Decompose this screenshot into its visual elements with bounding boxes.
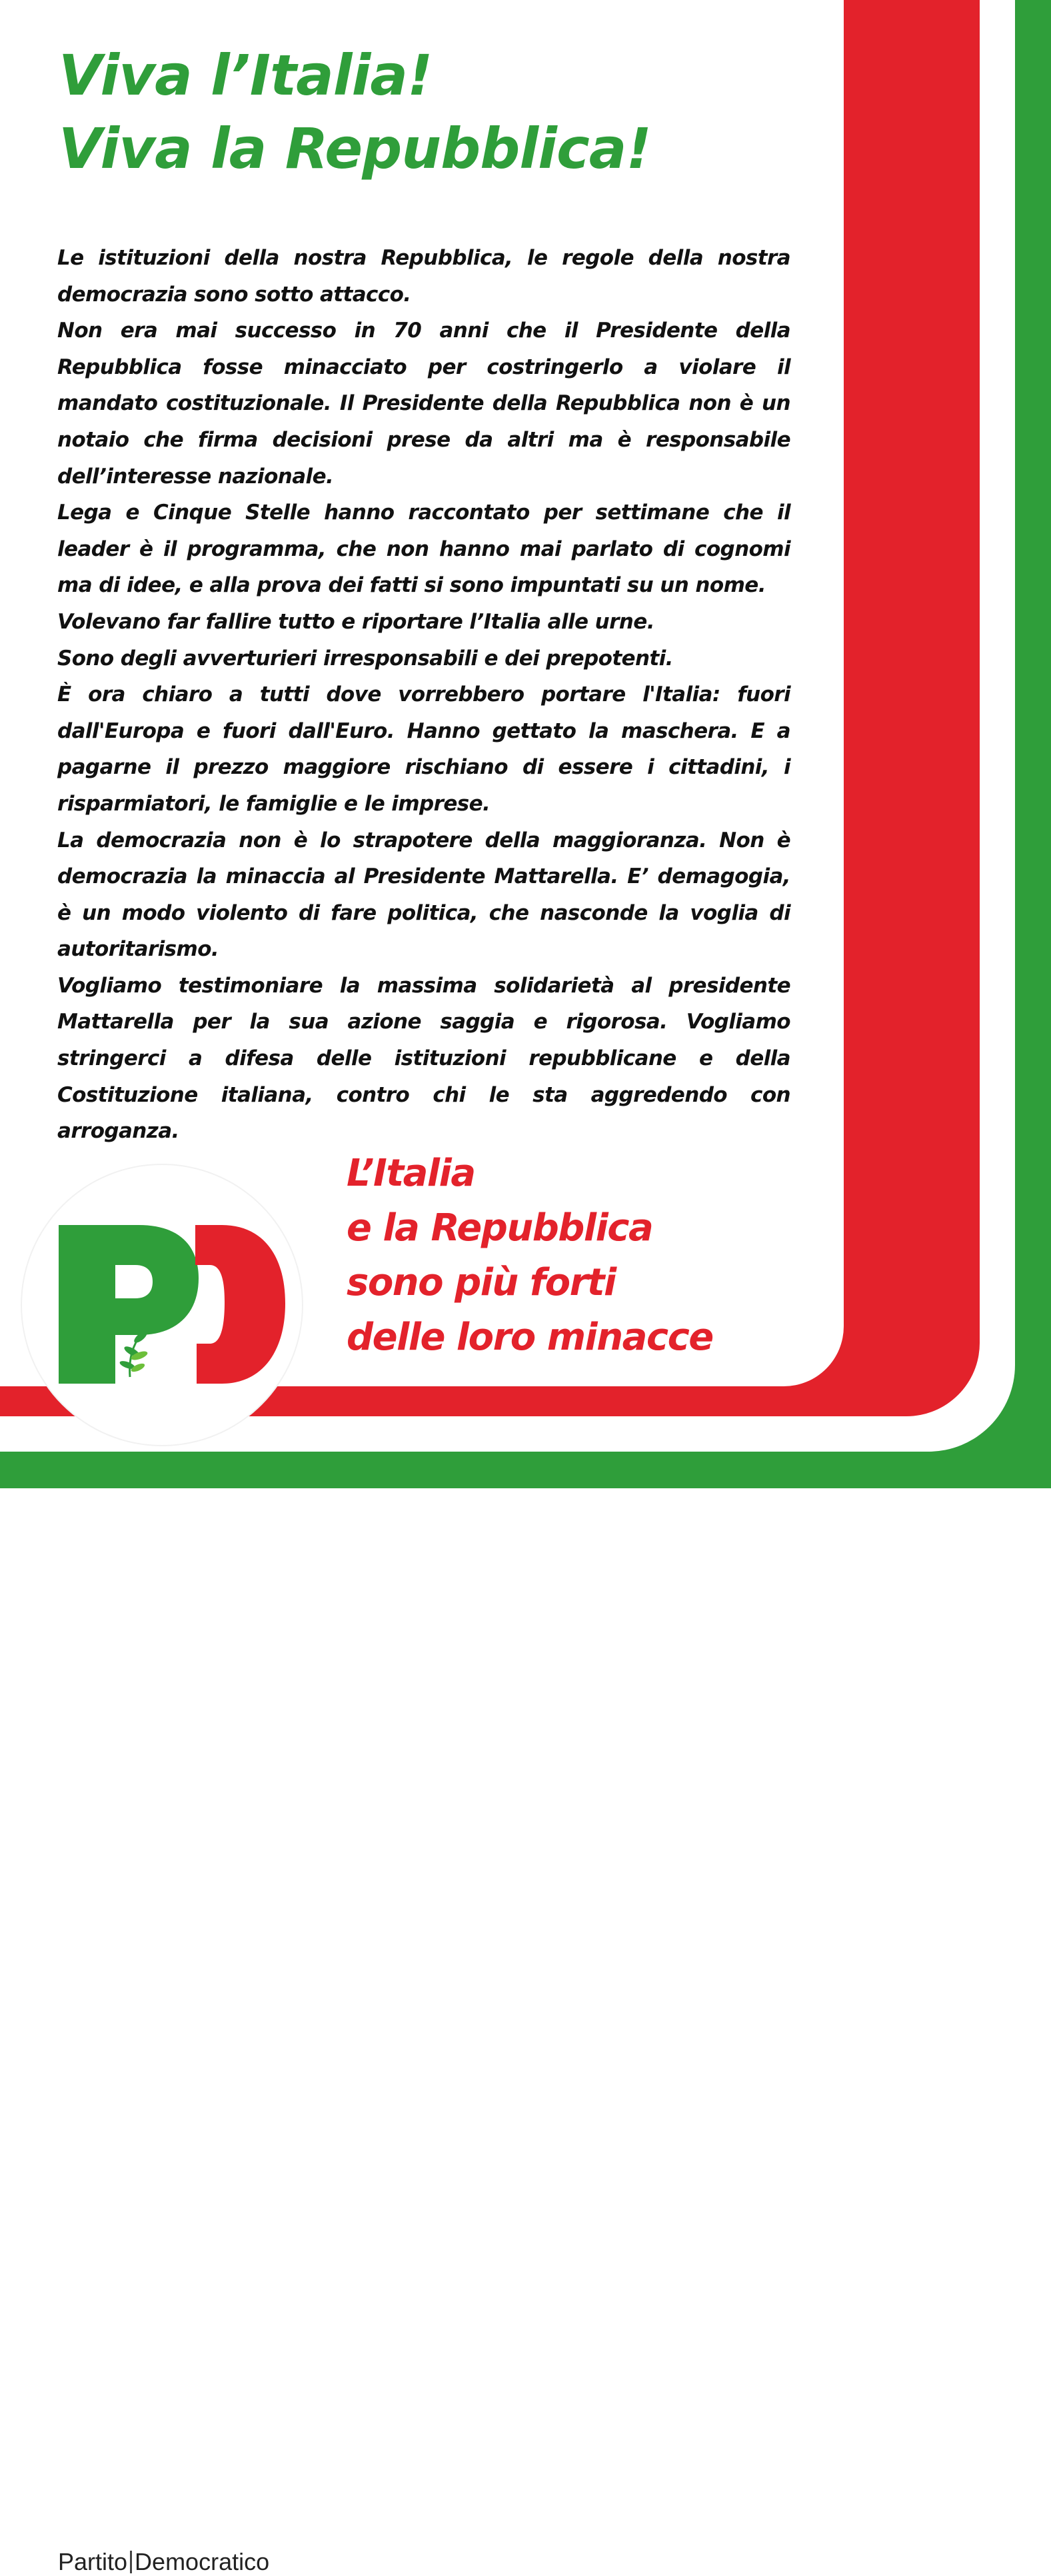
paragraph: Volevano far fallire tutto e riportare l’Italia alle urne. bbox=[57, 609, 654, 634]
paragraph: Non era mai successo in 70 anni che il Presidente della Repubblica fosse minacciato per costringerlo a violare il mandato costituzionale. Il Presidente della Repubblica non è un notaio che firma decisioni prese da altri ma è responsabile dell’interesse nazionale. bbox=[57, 319, 790, 489]
slogan-line-4: delle loro minacce bbox=[347, 1316, 713, 1359]
logo-wordmark bbox=[58, 2548, 269, 2576]
pd-logo-mark bbox=[22, 1165, 302, 1445]
manifesto-body bbox=[57, 240, 790, 1150]
slogan-line-1: L’Italia bbox=[347, 1152, 475, 1195]
olive-branch-icon bbox=[119, 1329, 149, 1377]
paragraph: Le istituzioni della nostra Repubblica, le regole della nostra democrazia sono sotto attacco. bbox=[57, 246, 790, 307]
logo-word-democratico: Democratico bbox=[135, 2548, 270, 2575]
logo-word-partito: Partito bbox=[58, 2548, 128, 2575]
slogan bbox=[347, 1146, 713, 1365]
paragraph: Lega e Cinque Stelle hanno raccontato per settimane che il leader è il programma, che non hanno mai parlato di cognomi ma di idee, e alla prova dei fatti si sono impuntati su un nome. bbox=[57, 501, 790, 598]
headline-line-1: Viva l’Italia! bbox=[59, 43, 433, 108]
paragraph: È ora chiaro a tutti dove vorrebbero portare l'Italia: fuori dall'Europa e fuori dall'Euro. Hanno gettato la maschera. E a pagarne il prezzo maggiore rischiano di essere i cittadini, i risparmiatori, le famiglie e le imprese. bbox=[57, 682, 790, 816]
headline-line-2: Viva la Repubblica! bbox=[59, 116, 651, 181]
paragraph: Vogliamo testimoniare la massima solidarietà al presidente Mattarella per la sua azione saggia e rigorosa. Vogliamo stringerci a difesa delle istituzioni repubblicane e della Costituzione italiana, contro chi le sta aggredendo con arroganza. bbox=[57, 973, 790, 1144]
slogan-line-3: sono più forti bbox=[347, 1261, 616, 1304]
logo-separator bbox=[130, 2551, 132, 2573]
pd-logo bbox=[22, 1165, 302, 2575]
letter-p-shape bbox=[59, 1225, 199, 1384]
paragraph: La democrazia non è lo strapotere della maggioranza. Non è democrazia la minaccia al Presidente Mattarella. E’ demagogia, è un modo violento di fare politica, che nasconde la voglia di autoritarismo. bbox=[57, 828, 790, 962]
headline bbox=[59, 39, 651, 185]
paragraph: Sono degli avverturieri irresponsabili e dei prepotenti. bbox=[57, 646, 673, 670]
slogan-line-2: e la Repubblica bbox=[347, 1206, 653, 1250]
